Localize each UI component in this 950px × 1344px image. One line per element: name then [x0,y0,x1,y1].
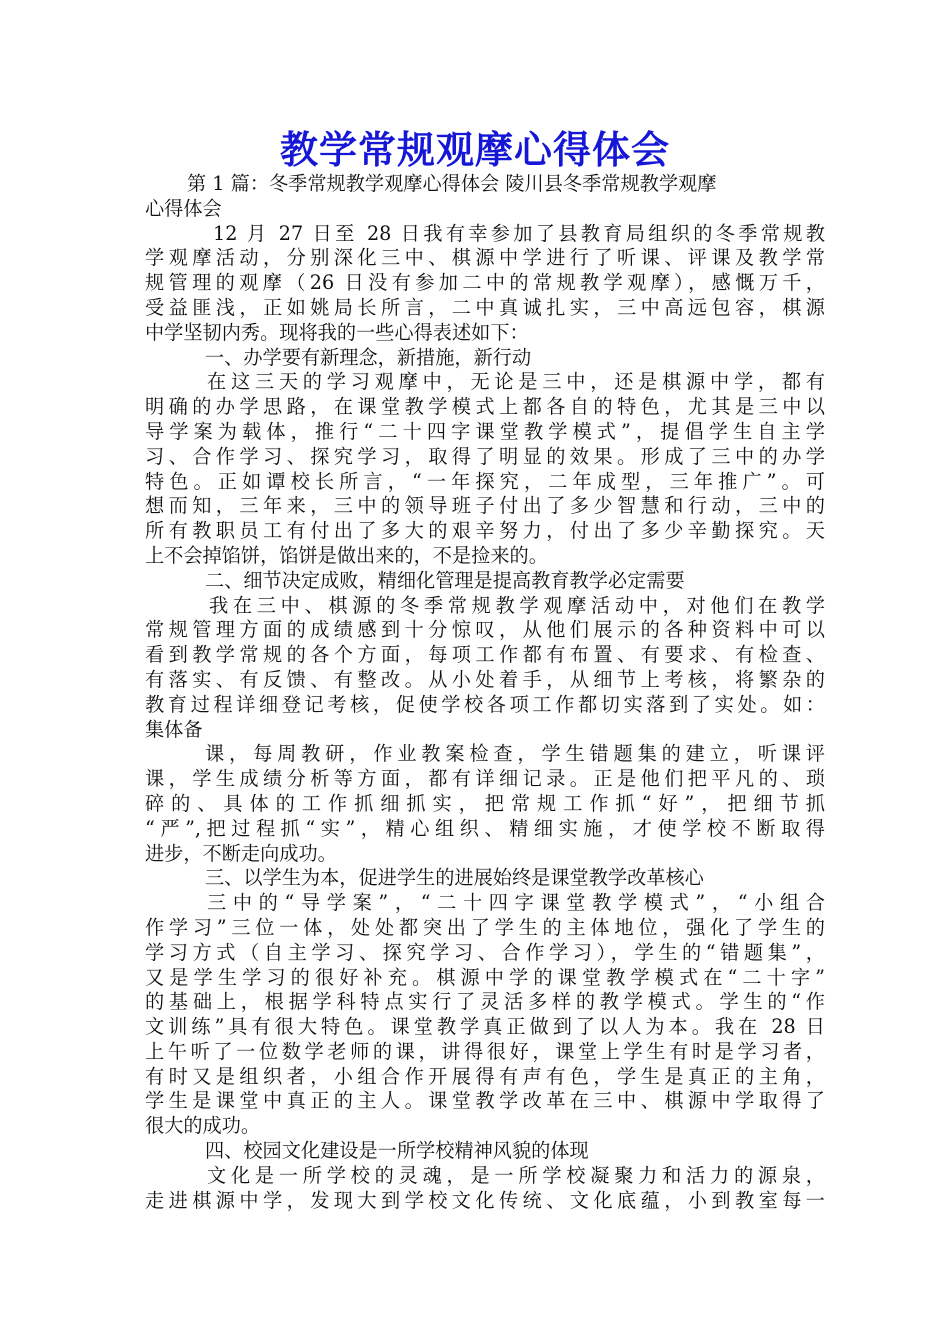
text-line: 所有教职员工有付出了多大的艰辛努力，付出了多少辛勤探究。天 [145,519,825,543]
text-line: 明确的办学思路，在课堂教学模式上都各自的特色，尤其是三中以 [145,395,825,419]
text-line: 课，每周教研，作业教案检查，学生错题集的建立，听课评 [205,742,825,766]
text-line: “严”,把过程抓“实”，精心组织、精细实施，才使学校不断取得 [145,816,825,840]
text-line: 作学习”三位一体，处处都突出了学生的主体地位，强化了学生的 [145,915,825,939]
text-line: 二、细节决定成败，精细化管理是提高教育教学必定需要 [205,568,685,592]
text-line: 习、合作学习、探究学习，取得了明显的效果。形成了三中的办学 [145,444,825,468]
text-line: 规管理的观摩（26 日没有参加二中的常规教学观摩），感慨万千， [145,271,825,295]
text-line: 特色。正如谭校长所言，“一年探究，二年成型，三年推广”。可 [145,469,825,493]
text-line: 学习方式（自主学习、探究学习、合作学习），学生的“错题集”， [145,940,825,964]
text-line: 碎的、具体的工作抓细抓实，把常规工作抓“好”，把细节抓 [145,791,825,815]
text-line: 集体备 [145,717,203,741]
text-line: 学观摩活动，分别深化三中、棋源中学进行了听课、评课及教学常 [145,246,825,270]
text-line: 心得体会 [145,196,222,220]
text-line: 四、校园文化建设是一所学校精神风貌的体现 [205,1139,589,1163]
text-line: 看到教学常规的各个方面，每项工作都有布置、有要求、有检查、 [145,643,825,667]
text-line: 三、以学生为本，促进学生的进展始终是课堂教学改革核心 [205,866,704,890]
document-title: 教学常规观摩心得体会 [279,128,670,172]
text-line: 教育过程详细登记考核，促使学校各项工作都切实落到了实处。如： [145,692,825,716]
text-line: 进步，不断走向成功。 [145,841,337,865]
text-line: 受益匪浅，正如姚局长所言，二中真诚扎实，三中高远包容，棋源 [145,295,825,319]
text-line: 12 月 27 日至 28 日我有幸参加了县教育局组织的冬季常规教 [213,221,825,245]
text-line: 上不会掉馅饼，馅饼是做出来的，不是捡来的。 [145,543,548,567]
text-line: 有时又是组织者，小组合作开展得有声有色，学生是真正的主角， [145,1064,825,1088]
text-line: 中学坚韧内秀。现将我的一些心得表述如下： [145,320,529,344]
text-line: 常规管理方面的成绩感到十分惊叹，从他们展示的各种资料中可以 [145,618,825,642]
text-line: 想而知，三年来，三中的领导班子付出了多少智慧和行动，三中的 [145,494,825,518]
text-line: 课，学生成绩分析等方面，都有详细记录。正是他们把平凡的、琐 [145,767,825,791]
text-line: 走进棋源中学，发现大到学校文化传统、文化底蕴，小到教室每一 [145,1188,825,1212]
text-line: 在这三天的学习观摩中，无论是三中，还是棋源中学，都有 [207,370,825,394]
text-line: 一、办学要有新理念，新措施，新行动 [205,345,532,369]
text-line: 学生是课堂中真正的主人。课堂教学改革在三中、棋源中学取得了 [145,1089,825,1113]
text-line: 文训练”具有很大特色。课堂教学真正做到了以人为本。我在 28 日 [145,1015,825,1039]
document-body [145,172,825,1213]
text-line: 很大的成功。 [145,1114,261,1138]
text-line: 有落实、有反馈、有整改。从小处着手，从细节上考核，将繁杂的 [145,667,825,691]
text-line: 第 1 篇：冬季常规教学观摩心得体会 陵川县冬季常规教学观摩 [187,172,717,195]
text-line: 我在三中、棋源的冬季常规教学观摩活动中，对他们在教学 [209,593,825,617]
text-line: 的基础上，根据学科特点实行了灵活多样的教学模式。学生的“作 [145,990,825,1014]
text-line: 文化是一所学校的灵魂，是一所学校凝聚力和活力的源泉， [207,1163,825,1187]
text-line: 导学案为载体，推行“二十四字课堂教学模式”，提倡学生自主学 [145,419,825,443]
text-line: 上午听了一位数学老师的课，讲得很好，课堂上学生有时是学习者， [145,1039,825,1063]
text-line: 又是学生学习的很好补充。棋源中学的课堂教学模式在“二十字” [145,965,825,989]
text-line: 三中的“导学案”，“二十四字课堂教学模式”，“小组合 [207,891,825,915]
